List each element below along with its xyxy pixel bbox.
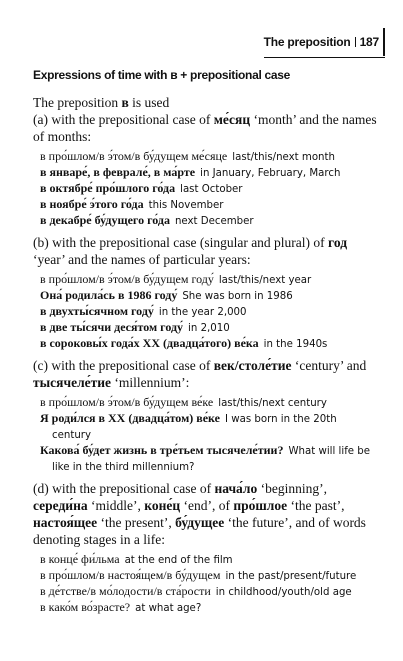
d-bold-4: про́шлое bbox=[233, 498, 288, 513]
c-text-1: (c) with the prepositional case of bbox=[33, 358, 214, 373]
running-header bbox=[264, 30, 379, 54]
page-content bbox=[33, 68, 378, 616]
subsection-b-text bbox=[33, 234, 378, 268]
example-row bbox=[40, 552, 378, 568]
b-text-2: ‘year’ and the names of particular years: bbox=[33, 252, 251, 267]
example-row bbox=[40, 568, 378, 584]
d-text-3: ‘middle’, bbox=[87, 498, 145, 513]
example-row bbox=[40, 288, 378, 304]
example-russian: в двухты́сячном году́ bbox=[40, 304, 154, 318]
example-russian: в де́тстве/в мо́лодости/в ста́рости bbox=[40, 584, 211, 598]
example-translation: at what age? bbox=[135, 603, 202, 614]
example-translation: in January, February, March bbox=[200, 168, 341, 179]
example-translation: this November bbox=[148, 200, 224, 211]
header-separator bbox=[355, 37, 356, 47]
example-translation: last/this/next year bbox=[218, 275, 312, 286]
header-rule bbox=[264, 57, 385, 58]
example-row bbox=[40, 272, 378, 288]
example-russian: в две ты́сячи деся́том году́ bbox=[40, 320, 184, 334]
d-bold-1: нача́ло bbox=[214, 481, 258, 496]
example-translation: in 2,010 bbox=[188, 323, 230, 334]
d-bold-3: коне́ц bbox=[144, 498, 181, 513]
example-russian: в про́шлом/в э́том/в бу́дущем ме́сяце bbox=[40, 149, 228, 163]
example-row bbox=[40, 320, 378, 336]
example-translation: in the past/present/future bbox=[225, 571, 357, 582]
example-row bbox=[40, 443, 378, 475]
subsection-d-examples bbox=[33, 552, 378, 616]
d-text-4: ‘end’, of bbox=[180, 498, 234, 513]
example-russian: в ноябре́ э́того го́да bbox=[40, 197, 144, 211]
example-row bbox=[40, 584, 378, 600]
example-row bbox=[40, 411, 378, 443]
d-bold-2: середи́на bbox=[33, 498, 88, 513]
d-text-5: ‘the past’, bbox=[287, 498, 345, 513]
example-translation: last/this/next century bbox=[218, 398, 327, 409]
subsection-c-examples bbox=[33, 395, 378, 475]
example-translation: last October bbox=[180, 184, 243, 195]
d-text-7: ‘the future’, and of words denoting stages in a life: bbox=[33, 515, 366, 547]
d-text-1: (d) with the prepositional case of bbox=[33, 481, 215, 496]
a-bold-1: ме́сяц bbox=[213, 112, 251, 127]
subsection-d-text bbox=[33, 480, 378, 548]
c-bold-1: век/столе́тие bbox=[213, 358, 292, 373]
example-row bbox=[40, 165, 378, 181]
example-row bbox=[40, 181, 378, 197]
example-translation: next December bbox=[174, 216, 254, 227]
example-row bbox=[40, 600, 378, 616]
intro-paragraph bbox=[33, 94, 378, 111]
a-text-2: ‘month’ and the names of months: bbox=[33, 112, 377, 144]
example-row bbox=[40, 304, 378, 320]
example-russian: в како́м во́зрасте? bbox=[40, 600, 131, 614]
subsection-c-text bbox=[33, 357, 378, 391]
example-row bbox=[40, 149, 378, 165]
subsection-b-examples bbox=[33, 272, 378, 352]
example-russian: в сороковы́х года́х XX (двадца́того) ве́ка bbox=[40, 336, 259, 350]
example-translation: last/this/next month bbox=[232, 152, 335, 163]
d-text-6: ‘the present’, bbox=[97, 515, 176, 530]
header-vertical-bar bbox=[383, 28, 385, 56]
example-translation: in the year 2,000 bbox=[158, 307, 247, 318]
example-row bbox=[40, 336, 378, 352]
example-russian: в конце́ фи́льма bbox=[40, 552, 120, 566]
header-title: The preposition bbox=[263, 35, 351, 49]
example-russian: Какова́ бу́дет жизнь в тре́тьем тысячеле́тии? bbox=[40, 443, 284, 457]
example-translation: in the 1940s bbox=[263, 339, 328, 350]
a-text-1: (a) with the prepositional case of bbox=[33, 112, 214, 127]
d-bold-5: настоя́щее bbox=[33, 515, 98, 530]
intro-text: The preposition bbox=[33, 95, 122, 110]
d-bold-6: бу́дущее bbox=[175, 515, 225, 530]
example-russian: в про́шлом/в э́том/в бу́дущем ве́ке bbox=[40, 395, 214, 409]
example-russian: Я роди́лся в XX (двадца́том) ве́ке bbox=[40, 411, 220, 425]
example-translation: What will life be like in the third millennium? bbox=[52, 446, 371, 473]
c-text-2: ‘century’ and bbox=[291, 358, 367, 373]
b-text-1: (b) with the prepositional case (singular and plural) of bbox=[33, 235, 329, 250]
subsection-a-examples bbox=[33, 149, 378, 229]
intro-text-end: is used bbox=[128, 95, 170, 110]
example-translation: in childhood/youth/old age bbox=[215, 587, 352, 598]
b-bold-1: год bbox=[328, 235, 348, 250]
intro-bold: в bbox=[121, 95, 129, 110]
example-russian: Она́ родила́сь в 1986 году́ bbox=[40, 288, 178, 302]
example-row bbox=[40, 197, 378, 213]
c-bold-2: тысячеле́тие bbox=[33, 375, 112, 390]
example-translation: I was born in the 20th century bbox=[52, 414, 337, 441]
example-translation: at the end of the film bbox=[124, 555, 233, 566]
d-text-2: ‘beginning’, bbox=[257, 481, 327, 496]
example-russian: в январе́, в феврале́, в ма́рте bbox=[40, 165, 196, 179]
section-heading: Expressions of time with в + prepositional case bbox=[33, 68, 291, 82]
example-russian: в про́шлом/в э́том/в бу́дущем году́ bbox=[40, 272, 214, 286]
example-row bbox=[40, 213, 378, 229]
example-row bbox=[40, 395, 378, 411]
subsection-a-text bbox=[33, 111, 378, 145]
example-russian: в октябре́ про́шлого го́да bbox=[40, 181, 176, 195]
c-text-3: ‘millennium’: bbox=[111, 375, 190, 390]
page-number: 187 bbox=[359, 35, 379, 49]
example-russian: в про́шлом/в настоя́щем/в бу́дущем bbox=[40, 568, 221, 582]
example-translation: She was born in 1986 bbox=[182, 291, 293, 302]
example-russian: в декабре́ бу́дущего го́да bbox=[40, 213, 170, 227]
